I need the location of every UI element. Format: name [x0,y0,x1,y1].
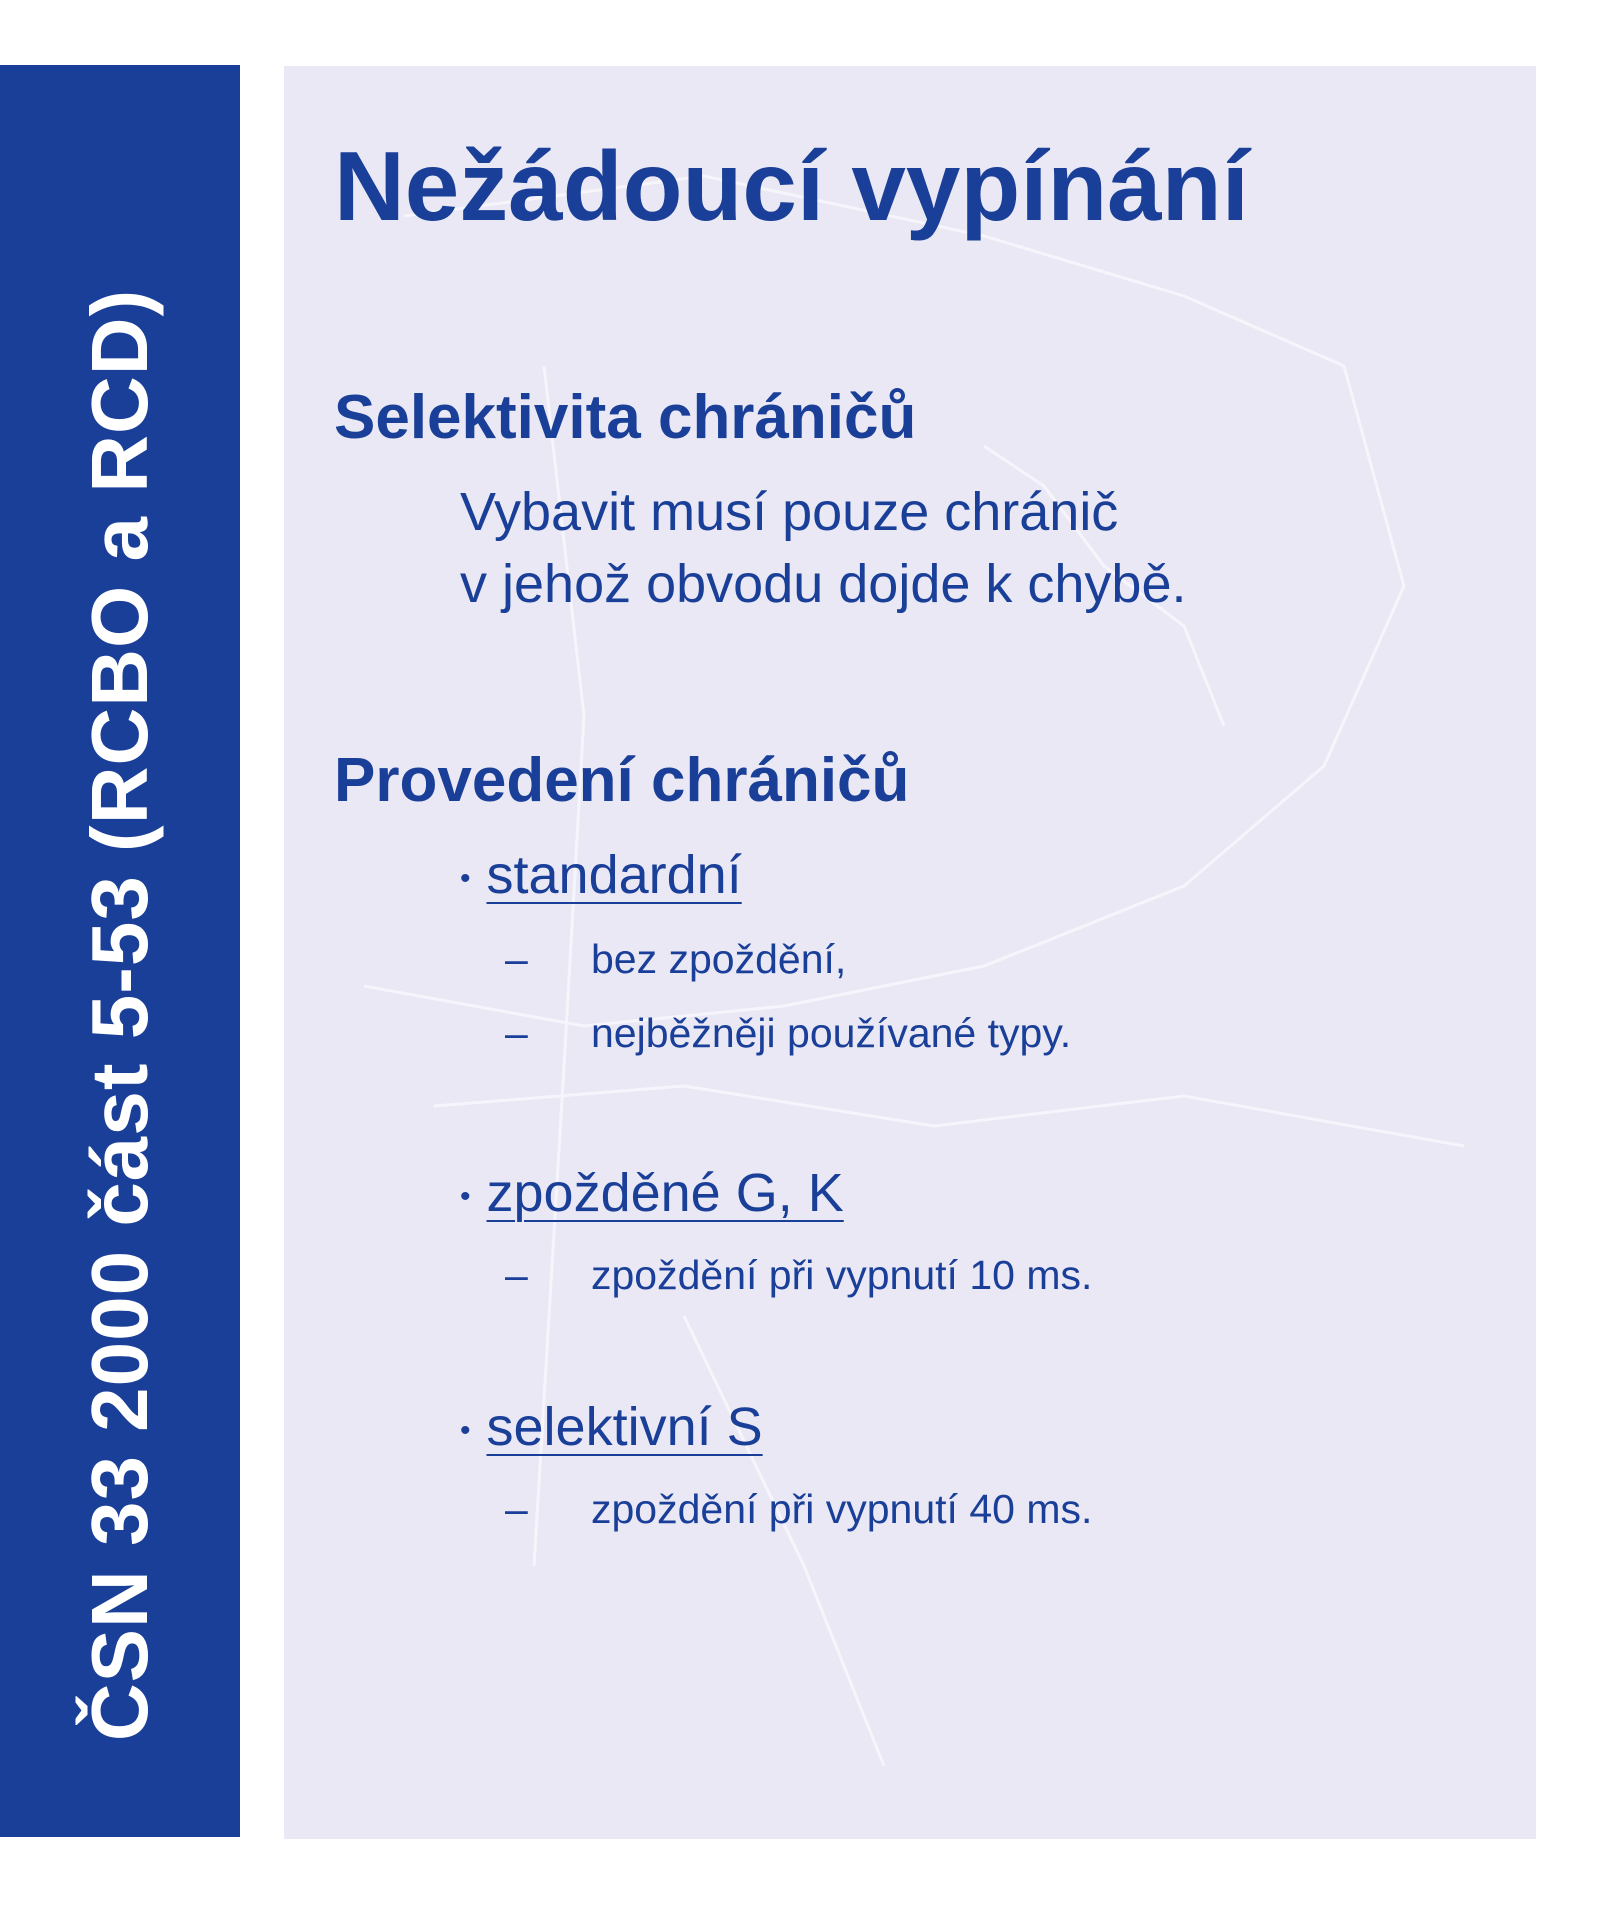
selectivity-heading: Selektivita chráničů [334,383,917,452]
design-heading: Provedení chráničů [334,746,910,815]
dash-icon: – [505,936,528,982]
selectivity-line: Vybavit musí pouze chránič [460,482,1119,542]
sub-item-text: bez zpoždění, [591,936,847,982]
sidebar-band [0,65,240,1837]
bullet-item [460,844,742,906]
bullet-item [460,1396,763,1458]
dash-icon: – [505,1486,528,1532]
sub-item [505,1252,1092,1299]
bullet-icon: • [460,1179,471,1213]
page-title: Nežádoucí vypínání [334,131,1249,241]
sub-item [505,1486,1092,1533]
bullet-icon: • [460,861,471,895]
bullet-icon: • [460,1413,471,1447]
dash-icon: – [505,1010,528,1056]
background-map-watermark [284,66,1536,1839]
sub-item [505,1010,1071,1057]
sub-item-text: zpoždění při vypnutí 10 ms. [591,1252,1093,1298]
selectivity-line: v jehož obvodu dojde k chybě. [460,554,1187,614]
content-panel [284,66,1536,1839]
bullet-item [460,1162,844,1224]
bullet-label: standardní [486,845,742,905]
bullet-label: zpožděné G, K [486,1163,844,1223]
standard-reference: ČSN 33 2000 část 5-53 (RCBO a RCD) [75,288,164,1742]
sub-item-text: zpoždění při vypnutí 40 ms. [591,1486,1093,1532]
bullet-label: selektivní S [486,1397,763,1457]
sub-item [505,936,846,983]
sub-item-text: nejběžněji používané typy. [591,1010,1072,1056]
selectivity-description [460,476,1187,620]
dash-icon: – [505,1252,528,1298]
